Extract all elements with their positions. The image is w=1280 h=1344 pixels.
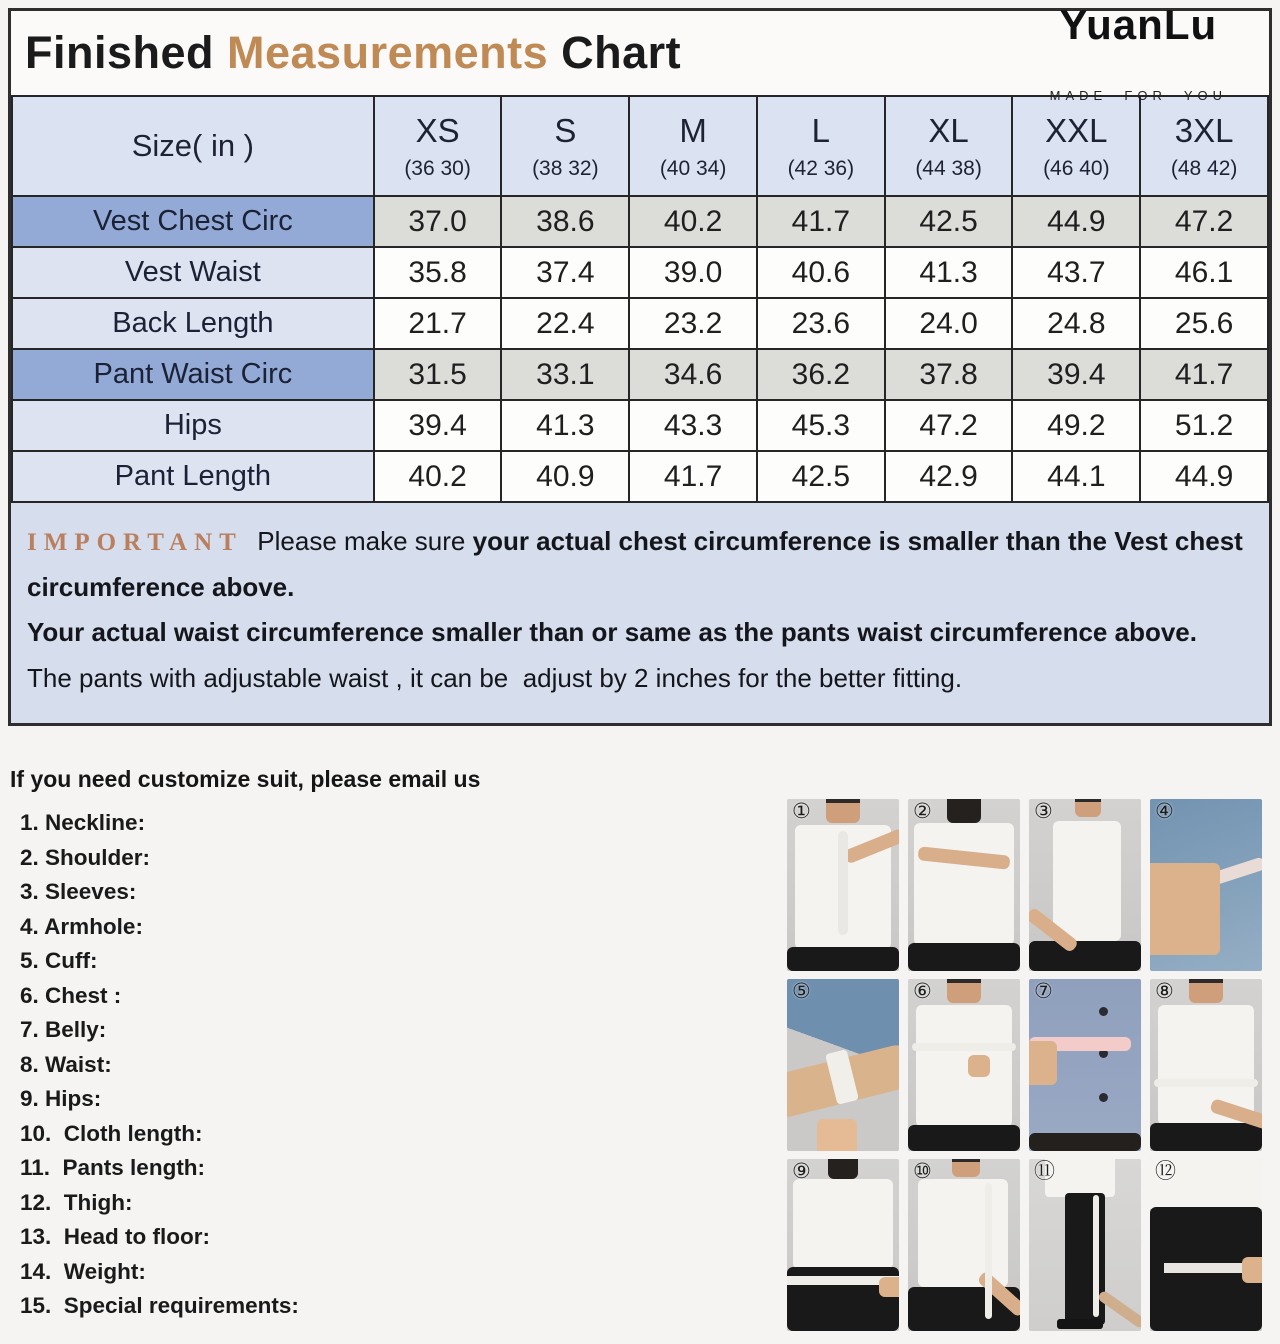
hand-shape <box>1150 863 1220 955</box>
measurement-cell: 35.8 <box>374 247 502 298</box>
measurement-cell: 39.4 <box>1012 349 1140 400</box>
photo-number-badge: ① <box>792 800 811 823</box>
measurement-photo-hips <box>787 1159 899 1331</box>
head-shape <box>947 799 981 823</box>
measurement-photo-sleeve <box>1029 799 1141 971</box>
shirt-shape <box>918 1179 1008 1287</box>
table-row <box>12 400 1268 451</box>
customize-list-item: 1. Neckline: <box>20 810 146 835</box>
measurement-cell: 21.7 <box>374 298 502 349</box>
size-column-header: M (40 34) <box>629 96 757 196</box>
head-shape <box>952 1159 980 1177</box>
customize-list-item: 2. Shoulder: <box>20 844 151 870</box>
row-label: Vest Chest Circ <box>12 196 374 247</box>
measurement-photo-armhole <box>1150 799 1262 971</box>
measurement-cell: 45.3 <box>757 400 885 451</box>
tape-shape <box>1093 1195 1099 1317</box>
photo-number-badge: ⑩ <box>913 1160 932 1183</box>
measurement-cell: 41.7 <box>757 196 885 247</box>
customize-list-item: 6. Chest : <box>20 982 122 1008</box>
measurement-photo-waist <box>1150 979 1262 1151</box>
measurement-cell: 24.0 <box>885 298 1013 349</box>
measurement-cell: 22.4 <box>501 298 629 349</box>
tape-shape <box>985 1183 992 1319</box>
hand-shape <box>968 1055 990 1077</box>
pants-shape <box>1150 1123 1262 1151</box>
shirt-shape <box>1045 1159 1115 1197</box>
measurement-cell: 44.1 <box>1012 451 1140 502</box>
measurement-cell: 42.5 <box>885 196 1013 247</box>
customize-list-item: 5. Cuff: <box>20 948 98 973</box>
tape-shape <box>912 1043 1016 1051</box>
measurement-cell: 43.3 <box>629 400 757 451</box>
customize-heading: If you need customize suit, please email us <box>10 766 481 792</box>
row-label: Pant Length <box>12 451 374 502</box>
measurement-cell: 51.2 <box>1140 400 1268 451</box>
customize-list-item: 10. Cloth length: <box>20 1120 203 1146</box>
photo-number-badge: ⑥ <box>913 980 932 1003</box>
head-shape <box>826 799 860 823</box>
shirt-shape <box>916 1005 1012 1127</box>
measurement-cell: 42.9 <box>885 451 1013 502</box>
measurement-cell: 37.8 <box>885 349 1013 400</box>
arm-shape <box>1099 1007 1108 1016</box>
customize-list-item: 15. Special requirements: <box>20 1293 299 1318</box>
measurement-photo-grid <box>787 799 1262 1331</box>
customize-list-item: 3. Sleeves: <box>20 879 137 904</box>
shirt-shape <box>793 1179 893 1269</box>
size-column-header: XXL (46 40) <box>1012 96 1140 196</box>
photo-number-badge: ⑧ <box>1155 980 1174 1003</box>
row-label: Vest Waist <box>12 247 374 298</box>
size-column-header: S (38 32) <box>501 96 629 196</box>
measurement-photo-cuff <box>787 979 899 1151</box>
customize-list-item: 9. Hips: <box>20 1086 102 1111</box>
measurement-cell: 43.7 <box>1012 247 1140 298</box>
measurement-cell: 41.7 <box>629 451 757 502</box>
measurement-photo-neckline <box>787 799 899 971</box>
important-p1-normal: Please make sure <box>242 526 473 556</box>
measurement-cell: 44.9 <box>1012 196 1140 247</box>
measurement-cell: 44.9 <box>1140 451 1268 502</box>
measurement-cell: 47.2 <box>885 400 1013 451</box>
customize-list-item: 14. Weight: <box>20 1258 146 1284</box>
measurement-cell: 31.5 <box>374 349 502 400</box>
important-note <box>11 503 1269 723</box>
measurement-cell: 39.4 <box>374 400 502 451</box>
measurement-cell: 37.0 <box>374 196 502 247</box>
measurement-cell: 40.9 <box>501 451 629 502</box>
customize-list <box>20 806 299 1324</box>
important-paragraph-2 <box>27 610 1253 701</box>
important-paragraph-1 <box>27 519 1253 610</box>
measurement-cell: 49.2 <box>1012 400 1140 451</box>
measurement-cell: 41.7 <box>1140 349 1268 400</box>
pants-shape <box>787 947 899 971</box>
measurement-cell: 33.1 <box>501 349 629 400</box>
measurement-cell: 37.4 <box>501 247 629 298</box>
head-shape <box>828 1159 858 1179</box>
measurement-photo-pants-length <box>1029 1159 1141 1331</box>
table-row <box>12 451 1268 502</box>
photo-number-badge: ② <box>913 800 932 823</box>
photo-number-badge: ⑨ <box>792 1160 811 1183</box>
measurement-cell: 24.8 <box>1012 298 1140 349</box>
customize-list-item: 11. Pants length: <box>20 1155 206 1180</box>
pants-shape <box>1029 941 1141 971</box>
row-label: Hips <box>12 400 374 451</box>
measurement-cell: 39.0 <box>629 247 757 298</box>
hand-shape <box>879 1277 899 1297</box>
size-column-header: L (42 36) <box>757 96 885 196</box>
measurement-cell: 40.2 <box>374 451 502 502</box>
pants-shape <box>908 943 1020 971</box>
measurement-cell: 40.2 <box>629 196 757 247</box>
measurement-cell: 41.3 <box>885 247 1013 298</box>
important-p2-normal: The pants with adjustable waist , it can be adjust by 2 inches for the better fitting. <box>27 617 1211 693</box>
size-unit-header: Size( in ) <box>12 96 374 196</box>
measurement-photo-cloth-length <box>908 1159 1020 1331</box>
title-prefix: Finished <box>25 27 228 78</box>
measurements-table <box>11 95 1269 503</box>
title-accent: Measurements <box>227 27 549 78</box>
photo-number-badge: ③ <box>1034 800 1053 823</box>
measurement-cell: 34.6 <box>629 349 757 400</box>
measurement-cell: 42.5 <box>757 451 885 502</box>
table-row <box>12 298 1268 349</box>
measurement-photo-chest <box>908 979 1020 1151</box>
table-row <box>12 349 1268 400</box>
head-shape <box>947 979 981 1003</box>
customize-list-item: 12. Thigh: <box>20 1189 133 1215</box>
photo-number-badge: ⑦ <box>1034 980 1053 1003</box>
measurement-cell: 47.2 <box>1140 196 1268 247</box>
measurement-cell: 23.6 <box>757 298 885 349</box>
tape-shape <box>1154 1079 1258 1087</box>
measurement-cell: 41.3 <box>501 400 629 451</box>
table-row <box>12 196 1268 247</box>
important-p1-bold: your actual chest circumference is smaller than the Vest chest circumference above. <box>27 526 1251 602</box>
measurement-cell: 38.6 <box>501 196 629 247</box>
important-p2-bold: Your actual waist circumference smaller than or same as the pants waist circumference above. <box>27 617 1197 648</box>
hand-shape <box>1057 1319 1103 1329</box>
pants-shape <box>1029 1133 1141 1151</box>
hand-shape <box>1029 1041 1057 1085</box>
measurement-photo-belly <box>1029 979 1141 1151</box>
row-label: Pant Waist Circ <box>12 349 374 400</box>
size-column-header: XL (44 38) <box>885 96 1013 196</box>
page-title <box>25 27 681 79</box>
hand-shape <box>1242 1257 1262 1283</box>
pants-shape <box>1065 1193 1105 1325</box>
head-shape <box>1075 799 1101 817</box>
customize-list-item: 13. Head to floor: <box>20 1224 211 1249</box>
shirt-shape <box>914 823 1014 945</box>
title-bar <box>11 0 1269 103</box>
photo-number-badge: ⑫ <box>1155 1160 1176 1183</box>
measurement-cell: 36.2 <box>757 349 885 400</box>
table-row <box>12 247 1268 298</box>
chart-box <box>8 0 1272 726</box>
size-column-header: 3XL (48 42) <box>1140 96 1268 196</box>
brand-tagline: MADE FOR YOU <box>1049 87 1227 103</box>
pants-shape <box>908 1125 1020 1151</box>
measurement-cell: 25.6 <box>1140 298 1268 349</box>
measurement-cell: 46.1 <box>1140 247 1268 298</box>
important-label: IMPORTANT <box>27 529 243 556</box>
measurement-photo-thigh <box>1150 1159 1262 1331</box>
hand-shape <box>817 1119 857 1151</box>
measurement-photo-shoulder <box>908 799 1020 971</box>
shirt-shape <box>1053 821 1121 941</box>
table-header-row <box>12 96 1268 196</box>
head-shape <box>1189 979 1223 1003</box>
customize-list-item: 8. Waist: <box>20 1051 112 1077</box>
photo-number-badge: ⑤ <box>792 980 811 1003</box>
row-label: Back Length <box>12 298 374 349</box>
photo-number-badge: ④ <box>1155 800 1174 823</box>
measurement-cell: 23.2 <box>629 298 757 349</box>
brand-name: YuanLu <box>1059 0 1218 48</box>
title-suffix: Chart <box>548 27 682 78</box>
customize-list-item: 7. Belly: <box>20 1017 107 1042</box>
size-column-header: XS (36 30) <box>374 96 502 196</box>
photo-number-badge: ⑪ <box>1034 1160 1055 1183</box>
tape-shape <box>838 831 848 935</box>
measurement-cell: 40.6 <box>757 247 885 298</box>
customize-list-item: 4. Armhole: <box>20 913 143 939</box>
